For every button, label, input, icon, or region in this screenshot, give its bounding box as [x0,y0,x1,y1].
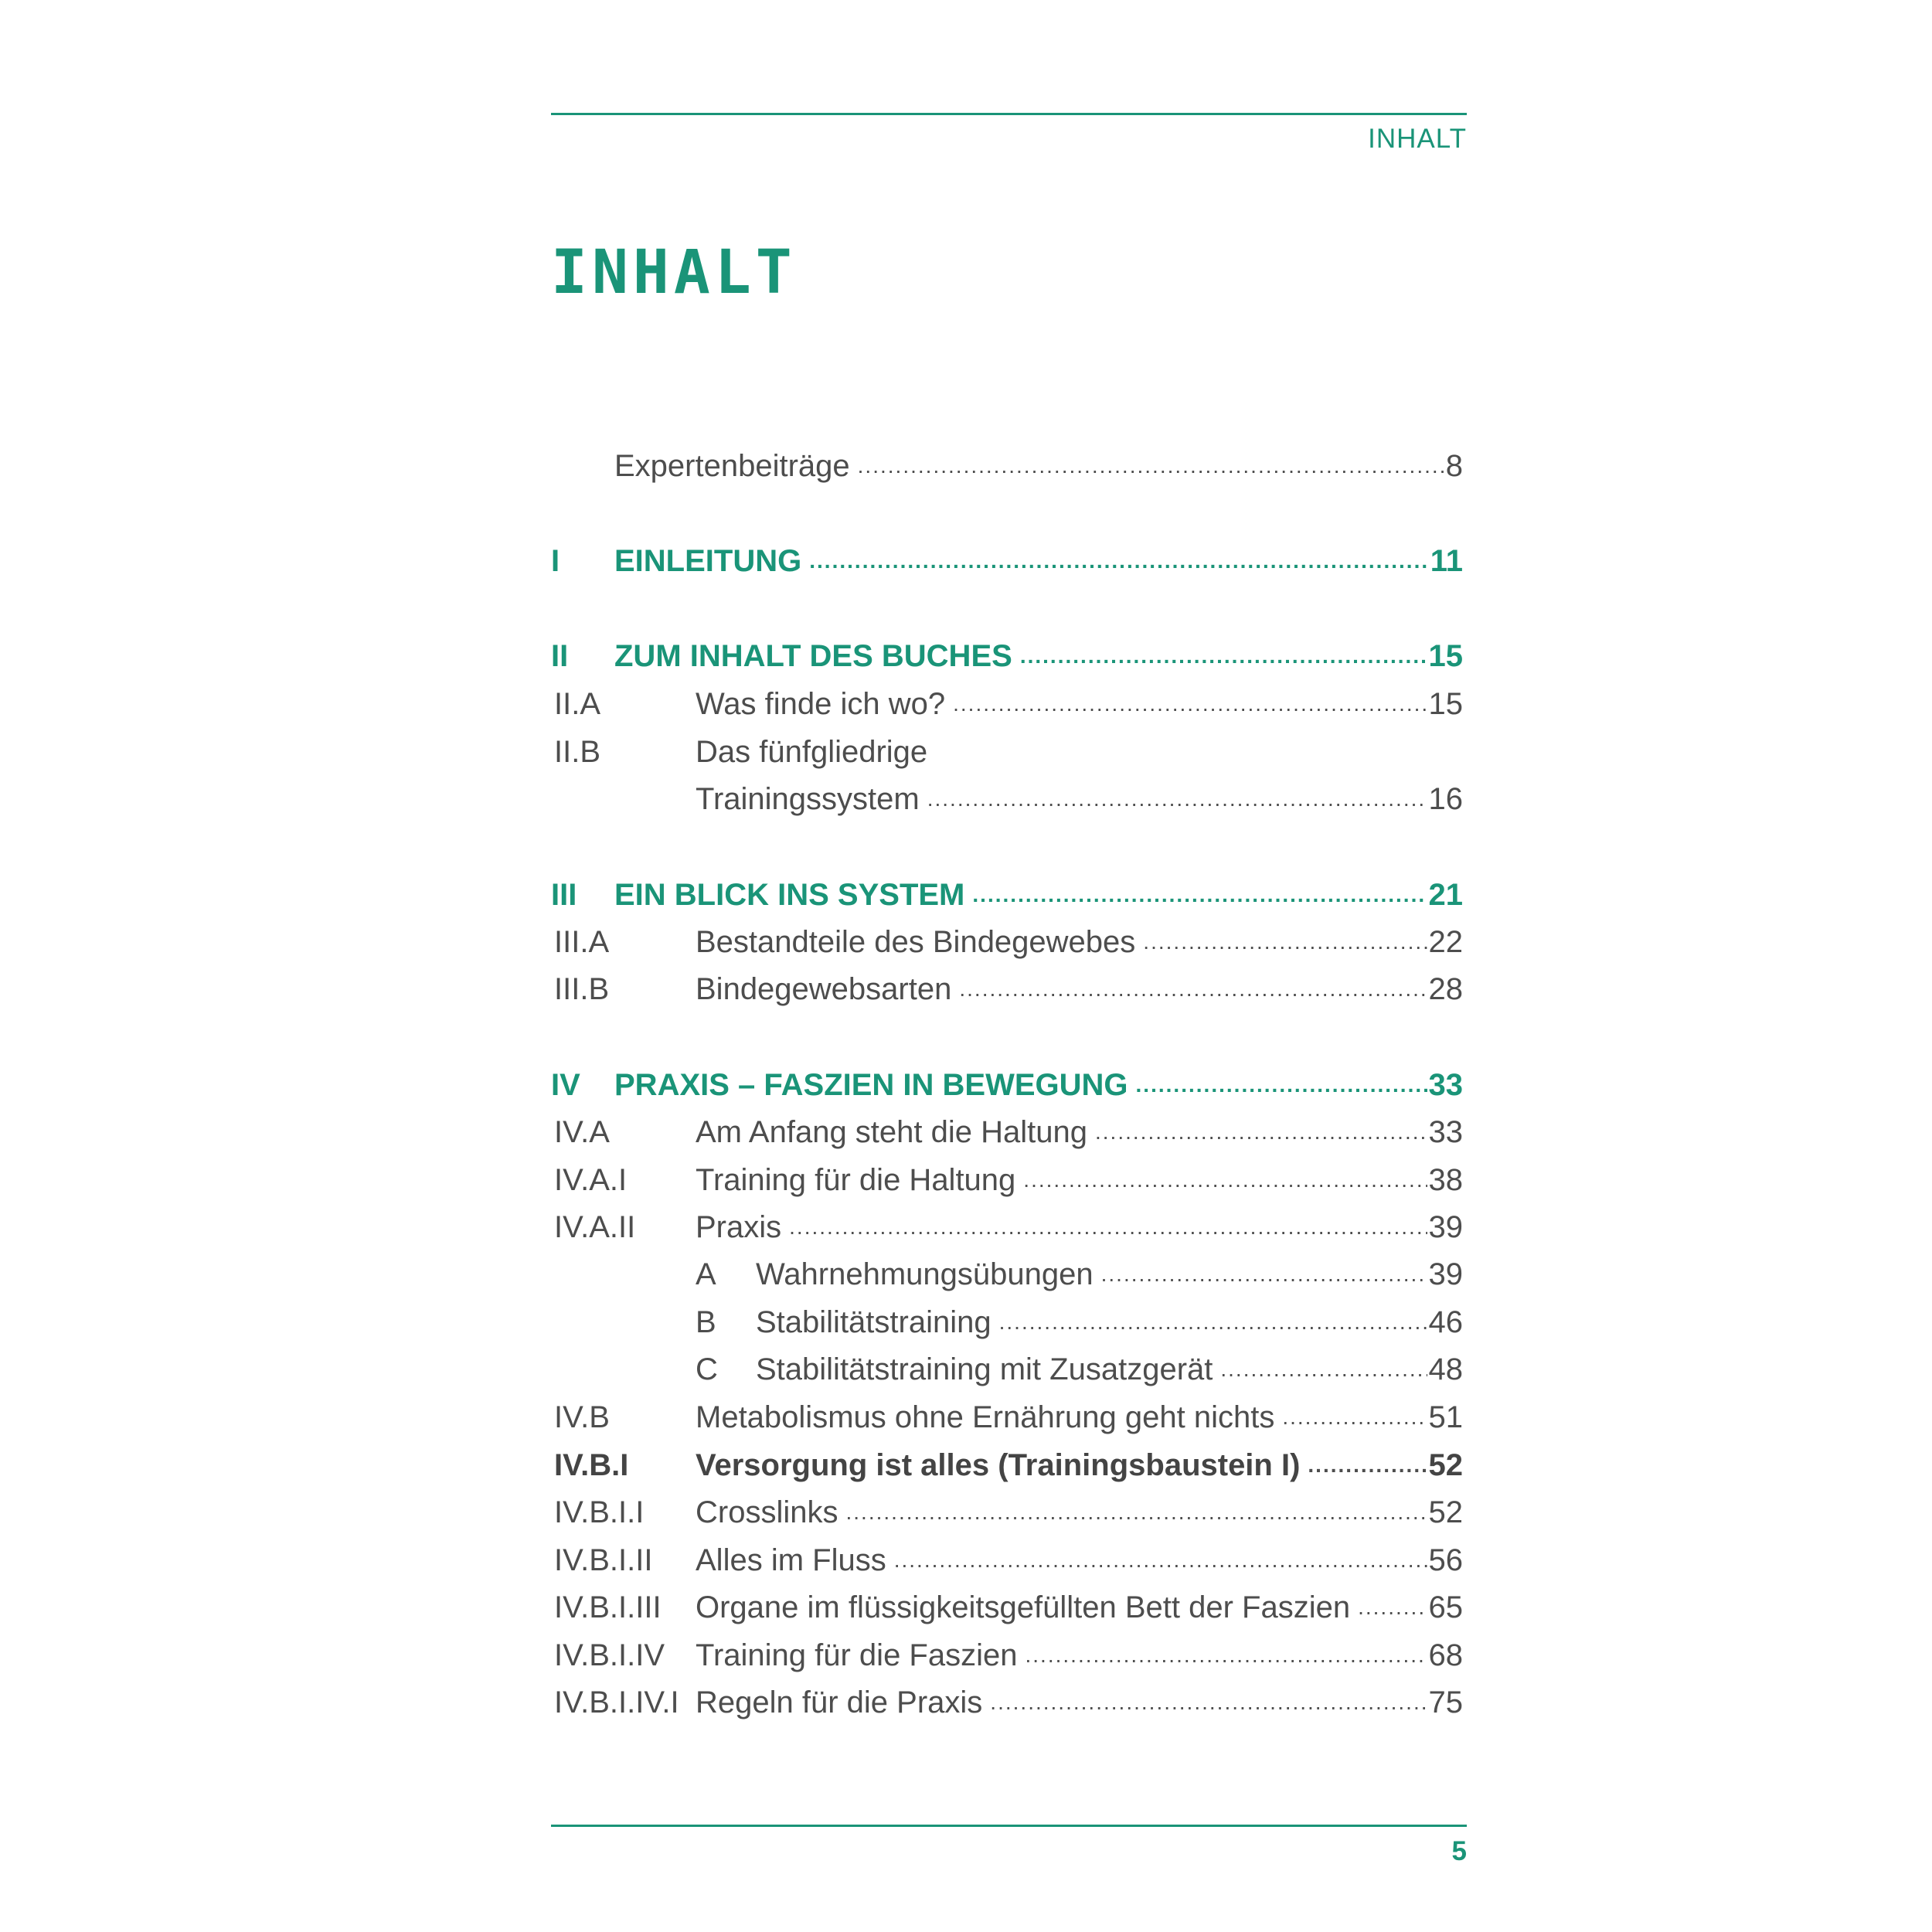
toc-page-number: 33 [1428,1115,1463,1149]
toc-page-number: 52 [1428,1495,1463,1529]
toc-number: IV.B.I [554,1448,629,1482]
toc-entry-body [756,1301,1463,1344]
toc-number: II.A [554,687,601,721]
toc-entry-body [696,1681,1463,1724]
toc-entry[interactable] [551,444,1463,488]
toc-entry-body [614,873,1463,917]
toc-title: Trainingssystem [696,782,920,816]
dot-leader [1220,1352,1427,1386]
toc-title: Am Anfang steht die Haltung [696,1115,1087,1149]
toc-entry[interactable] [551,1491,1463,1534]
dot-leader [809,544,1428,578]
toc-entry-body [696,730,1463,774]
toc-entry[interactable] [551,1681,1463,1724]
toc-entry[interactable] [551,1111,1463,1154]
toc-letter: B [696,1305,716,1339]
toc-page-number: 22 [1428,925,1463,959]
toc-entry[interactable] [551,1206,1463,1249]
dot-leader [953,687,1427,721]
toc-entry-body [696,968,1463,1011]
toc-number: IV.B.I.III [554,1590,662,1624]
toc-entry-body [696,1586,1463,1629]
toc-page-number: 21 [1428,878,1463,912]
toc-title: Das fünfgliedrige [696,735,928,769]
dot-leader [1023,1163,1427,1197]
toc-entry[interactable] [551,920,1463,964]
toc-entry[interactable] [551,1586,1463,1629]
toc-entry-body [696,1158,1463,1202]
toc-number: IV [551,1068,580,1102]
toc-number: IV.B [554,1400,610,1434]
dot-leader [1095,1115,1427,1149]
toc-letter: A [696,1257,716,1291]
toc-title: Stabilitätstraining mit Zusatzgerät [756,1352,1213,1386]
toc-page-number: 75 [1428,1685,1463,1719]
dot-leader [1025,1638,1427,1672]
toc-entry[interactable] [551,634,1463,678]
toc-entry-body [696,1111,1463,1154]
toc-page-number: 38 [1428,1163,1463,1197]
toc-title: Crosslinks [696,1495,838,1529]
toc-entry-body [696,920,1463,964]
toc-entry[interactable] [551,873,1463,917]
toc-number: IV.B.I.IV.I [554,1685,679,1719]
toc-page-number: 39 [1428,1210,1463,1244]
toc-title: EINLEITUNG [614,544,802,578]
toc-number: IV.B.I.I [554,1495,645,1529]
toc-title: Bestandteile des Bindegewebes [696,925,1136,959]
dot-leader [1136,1068,1427,1102]
toc-entry-body [696,1444,1463,1487]
toc-entry-body [756,1253,1463,1296]
toc-page-number: 52 [1428,1448,1463,1482]
toc-number: II.B [554,735,601,769]
toc-entry-body [696,1206,1463,1249]
page-number: 5 [1451,1836,1467,1866]
dot-leader [990,1685,1427,1719]
toc-page-number: 48 [1428,1352,1463,1386]
dot-leader [959,972,1427,1006]
toc-number: IV.A.I [554,1163,628,1197]
toc-page-number: 39 [1428,1257,1463,1291]
toc-page-number: 51 [1428,1400,1463,1434]
toc-entry[interactable] [551,1301,1463,1344]
toc-page-number: 68 [1428,1638,1463,1672]
toc-entry-body [614,1063,1463,1107]
dot-leader [999,1305,1427,1339]
footer-rule [551,1825,1467,1827]
toc-title: Expertenbeiträge [614,449,850,483]
dot-leader [845,1495,1427,1529]
toc-page-number: 11 [1430,544,1463,578]
toc-title: Was finde ich wo? [696,687,946,721]
toc-entry[interactable] [551,730,1463,774]
toc-entry-body [614,444,1463,488]
toc-entry[interactable] [551,777,1463,821]
header-rule [551,113,1467,115]
toc-entry-body [696,1491,1463,1534]
dot-leader [1101,1257,1427,1291]
toc-title: ZUM INHALT DES BUCHES [614,639,1012,673]
running-header: INHALT [1368,124,1467,154]
toc-entry[interactable] [551,1539,1463,1582]
toc-number: IV.A.II [554,1210,636,1244]
toc-entry[interactable] [551,1444,1463,1487]
toc-entry-body [696,1396,1463,1439]
toc-number: III [551,878,577,912]
toc-number: II [551,639,569,673]
dot-leader [1358,1590,1427,1624]
toc-title: Alles im Fluss [696,1543,886,1577]
dot-leader [1282,1400,1427,1434]
toc-page-number: 33 [1428,1068,1463,1102]
toc-page-number: 16 [1428,782,1463,816]
toc-entry-body [756,1348,1463,1391]
toc-entry[interactable] [551,1253,1463,1296]
toc-page-number: 28 [1428,972,1463,1006]
toc-page-number: 15 [1428,687,1463,721]
toc-number: IV.B.I.IV [554,1638,665,1672]
toc-title: PRAXIS – FASZIEN IN BEWEGUNG [614,1068,1128,1102]
toc-page-number: 65 [1428,1590,1463,1624]
toc-entry[interactable] [551,539,1463,583]
toc-title: Bindegewebsarten [696,972,952,1006]
toc-entry-body [614,539,1463,583]
toc-entry[interactable] [551,968,1463,1011]
toc-title: Stabilitätstraining [756,1305,992,1339]
toc-entry[interactable] [551,1634,1463,1677]
dot-leader [927,782,1427,816]
toc-title: Wahrnehmungsübungen [756,1257,1094,1291]
toc-title: Training für die Faszien [696,1638,1018,1672]
toc-entry-body [614,634,1463,678]
dot-leader [972,878,1427,912]
toc-title: Regeln für die Praxis [696,1685,983,1719]
toc-letter: C [696,1352,718,1386]
toc-number: IV.B.I.II [554,1543,653,1577]
toc-page-number: 8 [1445,449,1463,483]
toc-number: I [551,544,560,578]
toc-title: Organe im flüssigkeitsgefüllten Bett der Faszien [696,1590,1351,1624]
toc-entry[interactable] [551,1396,1463,1439]
toc-title: Versorgung ist alles (Trainingsbaustein I) [696,1448,1301,1482]
toc-entry-body [696,777,1463,821]
toc-number: IV.A [554,1115,610,1149]
dot-leader [1308,1448,1427,1482]
toc-number: III.B [554,972,610,1006]
toc-title: Metabolismus ohne Ernährung geht nichts [696,1400,1275,1434]
toc-entry-body [696,682,1463,726]
toc-page-number: 15 [1428,639,1463,673]
toc-title: Training für die Haltung [696,1163,1016,1197]
toc-title: Praxis [696,1210,782,1244]
dot-leader [1143,925,1427,959]
toc-page-number: 46 [1428,1305,1463,1339]
dot-leader [894,1543,1427,1577]
dot-leader [858,449,1444,483]
dot-leader [789,1210,1427,1244]
toc-entry-body [696,1634,1463,1677]
toc-title: EIN BLICK INS SYSTEM [614,878,965,912]
toc-page-number: 56 [1428,1543,1463,1577]
dot-leader [1020,639,1427,673]
page-title: INHALT [551,238,797,308]
toc-number: III.A [554,925,610,959]
toc-entry[interactable] [551,1158,1463,1202]
toc-entry[interactable] [551,682,1463,726]
toc-entry-body [696,1539,1463,1582]
toc-entry[interactable] [551,1348,1463,1391]
toc-entry[interactable] [551,1063,1463,1107]
